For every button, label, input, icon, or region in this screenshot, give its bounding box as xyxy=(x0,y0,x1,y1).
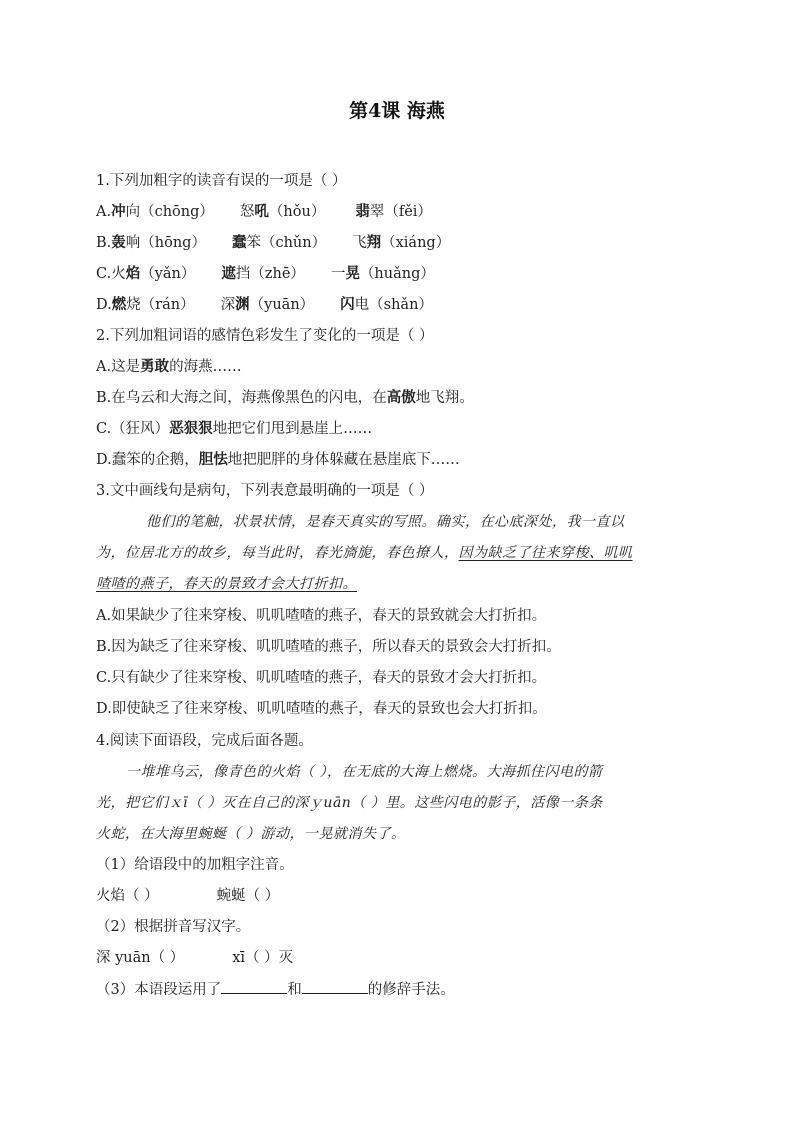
option-label: B. xyxy=(96,235,112,251)
q1-d-item-3: 闪电（shǎn） xyxy=(340,296,433,313)
q4-sub3: （3）本语段运用了 和 的修辞手法。 xyxy=(96,979,455,1000)
q1-b-item-1: 轰响（hōng） xyxy=(111,234,206,251)
q3-stem: 3.文中画线句是病句，下列表意最明确的一项是（ ） xyxy=(96,483,434,499)
option-label: A. xyxy=(96,204,112,220)
underlined-sentence-part-2: 喳喳的燕子，春天的景致才会大打折扣。 xyxy=(96,576,357,592)
page-title: 第4课 海燕 xyxy=(349,100,445,122)
q1-b-item-2: 蠢笨（chǔn） xyxy=(231,234,327,251)
q1-option-a xyxy=(96,202,432,222)
q2-option-c: C.（狂风）恶狠狠地把它们甩到悬崖上…… xyxy=(96,420,373,437)
q1-option-b xyxy=(96,233,450,253)
q1-stem: 1.下列加粗字的读音有误的一项是（ ） xyxy=(96,173,347,189)
q3-option-b: B.因为缺乏了往来穿梭、叽叽喳喳的燕子，所以春天的景致会大打折扣。 xyxy=(96,639,561,655)
q2-option-b: B.在乌云和大海之间，海燕像黑色的闪电，在高傲地飞翔。 xyxy=(96,389,474,406)
q4-stem: 4.阅读下面语段，完成后面各题。 xyxy=(96,733,313,749)
q3-option-a: A.如果缺少了往来穿梭、叽叽喳喳的燕子，春天的景致就会大打折扣。 xyxy=(96,608,547,624)
q4-passage-line-3: 火蛇，在大海里蜿蜒（ ）游动，一晃就消失了。 xyxy=(96,826,406,842)
q2-stem: 2.下列加粗词语的感情色彩发生了变化的一项是（ ） xyxy=(96,328,434,344)
q1-d-item-2: 深渊（yuān） xyxy=(220,296,315,313)
q4-sub1: （1）给语段中的加粗字注音。 xyxy=(96,857,294,873)
q3-passage xyxy=(96,512,696,602)
q3-passage-line-2: 为，位居北方的故乡，每当此时，春光旖旎，春色撩人，因为缺乏了往来穿梭、叽叽 xyxy=(96,545,633,561)
answer-slot-wanyan: 蜿蜒（ ） xyxy=(216,888,280,904)
q3-option-d: D.即使缺乏了往来穿梭、叽叽喳喳的燕子，春天的景致也会大打折扣。 xyxy=(96,701,547,717)
q4-sub2: （2）根据拼音写汉字。 xyxy=(96,919,251,935)
q1-option-d xyxy=(96,295,433,315)
q2-option-a: A.这是勇敢的海燕…… xyxy=(96,358,242,375)
q1-b-item-3: 飞翔（xiáng） xyxy=(352,234,451,251)
q1-option-c xyxy=(96,264,435,284)
q4-sub2-answers xyxy=(96,948,293,968)
answer-slot-huoyan: 火焰（ ） xyxy=(96,888,159,904)
answer-slot-yuan: 深 yuān（ ） xyxy=(96,950,185,966)
option-label: C. xyxy=(96,266,112,282)
q3-passage-line-1: 他们的笔触，状景状情，是春天真实的写照。确实，在心底深处，我一直以 xyxy=(146,514,625,530)
option-label: D. xyxy=(96,297,112,313)
q4-passage-line-1: 一堆堆乌云，像青色的火焰（ ），在无底的大海上燃烧。大海抓住闪电的箭 xyxy=(126,764,603,780)
q2-option-d: D.蠢笨的企鹅，胆怯地把肥胖的身体躲藏在悬崖底下…… xyxy=(96,451,460,468)
q1-a-item-1: 冲向（chōng） xyxy=(111,203,214,220)
q1-d-item-1: 燃烧（rán） xyxy=(111,296,195,313)
q1-a-item-3: 翡翠（fěi） xyxy=(355,203,432,220)
q3-option-c: C.只有缺少了往来穿梭、叽叽喳喳的燕子，春天的景致才会大打折扣。 xyxy=(96,670,547,686)
q1-a-item-2: 怒吼（hǒu） xyxy=(239,203,326,220)
q4-passage-line-2: 光，把它们ｘī（ ）灭在自己的深ｙuān（ ）里。这些闪电的影子，活像一条条 xyxy=(96,795,603,811)
q1-c-item-2: 遮挡（zhē） xyxy=(221,265,305,282)
fill-blank-1 xyxy=(221,979,287,994)
underlined-sentence-part-1: 因为缺乏了往来穿梭、叽叽 xyxy=(458,545,633,561)
q4-sub1-answers xyxy=(96,886,279,906)
q4-passage xyxy=(96,762,696,852)
answer-slot-xi: xī（ ）灭 xyxy=(232,950,294,966)
fill-blank-2 xyxy=(302,979,368,994)
q1-c-item-1: 火焰（yǎn） xyxy=(111,265,196,282)
q1-c-item-3: 一晃（huǎng） xyxy=(330,265,435,282)
